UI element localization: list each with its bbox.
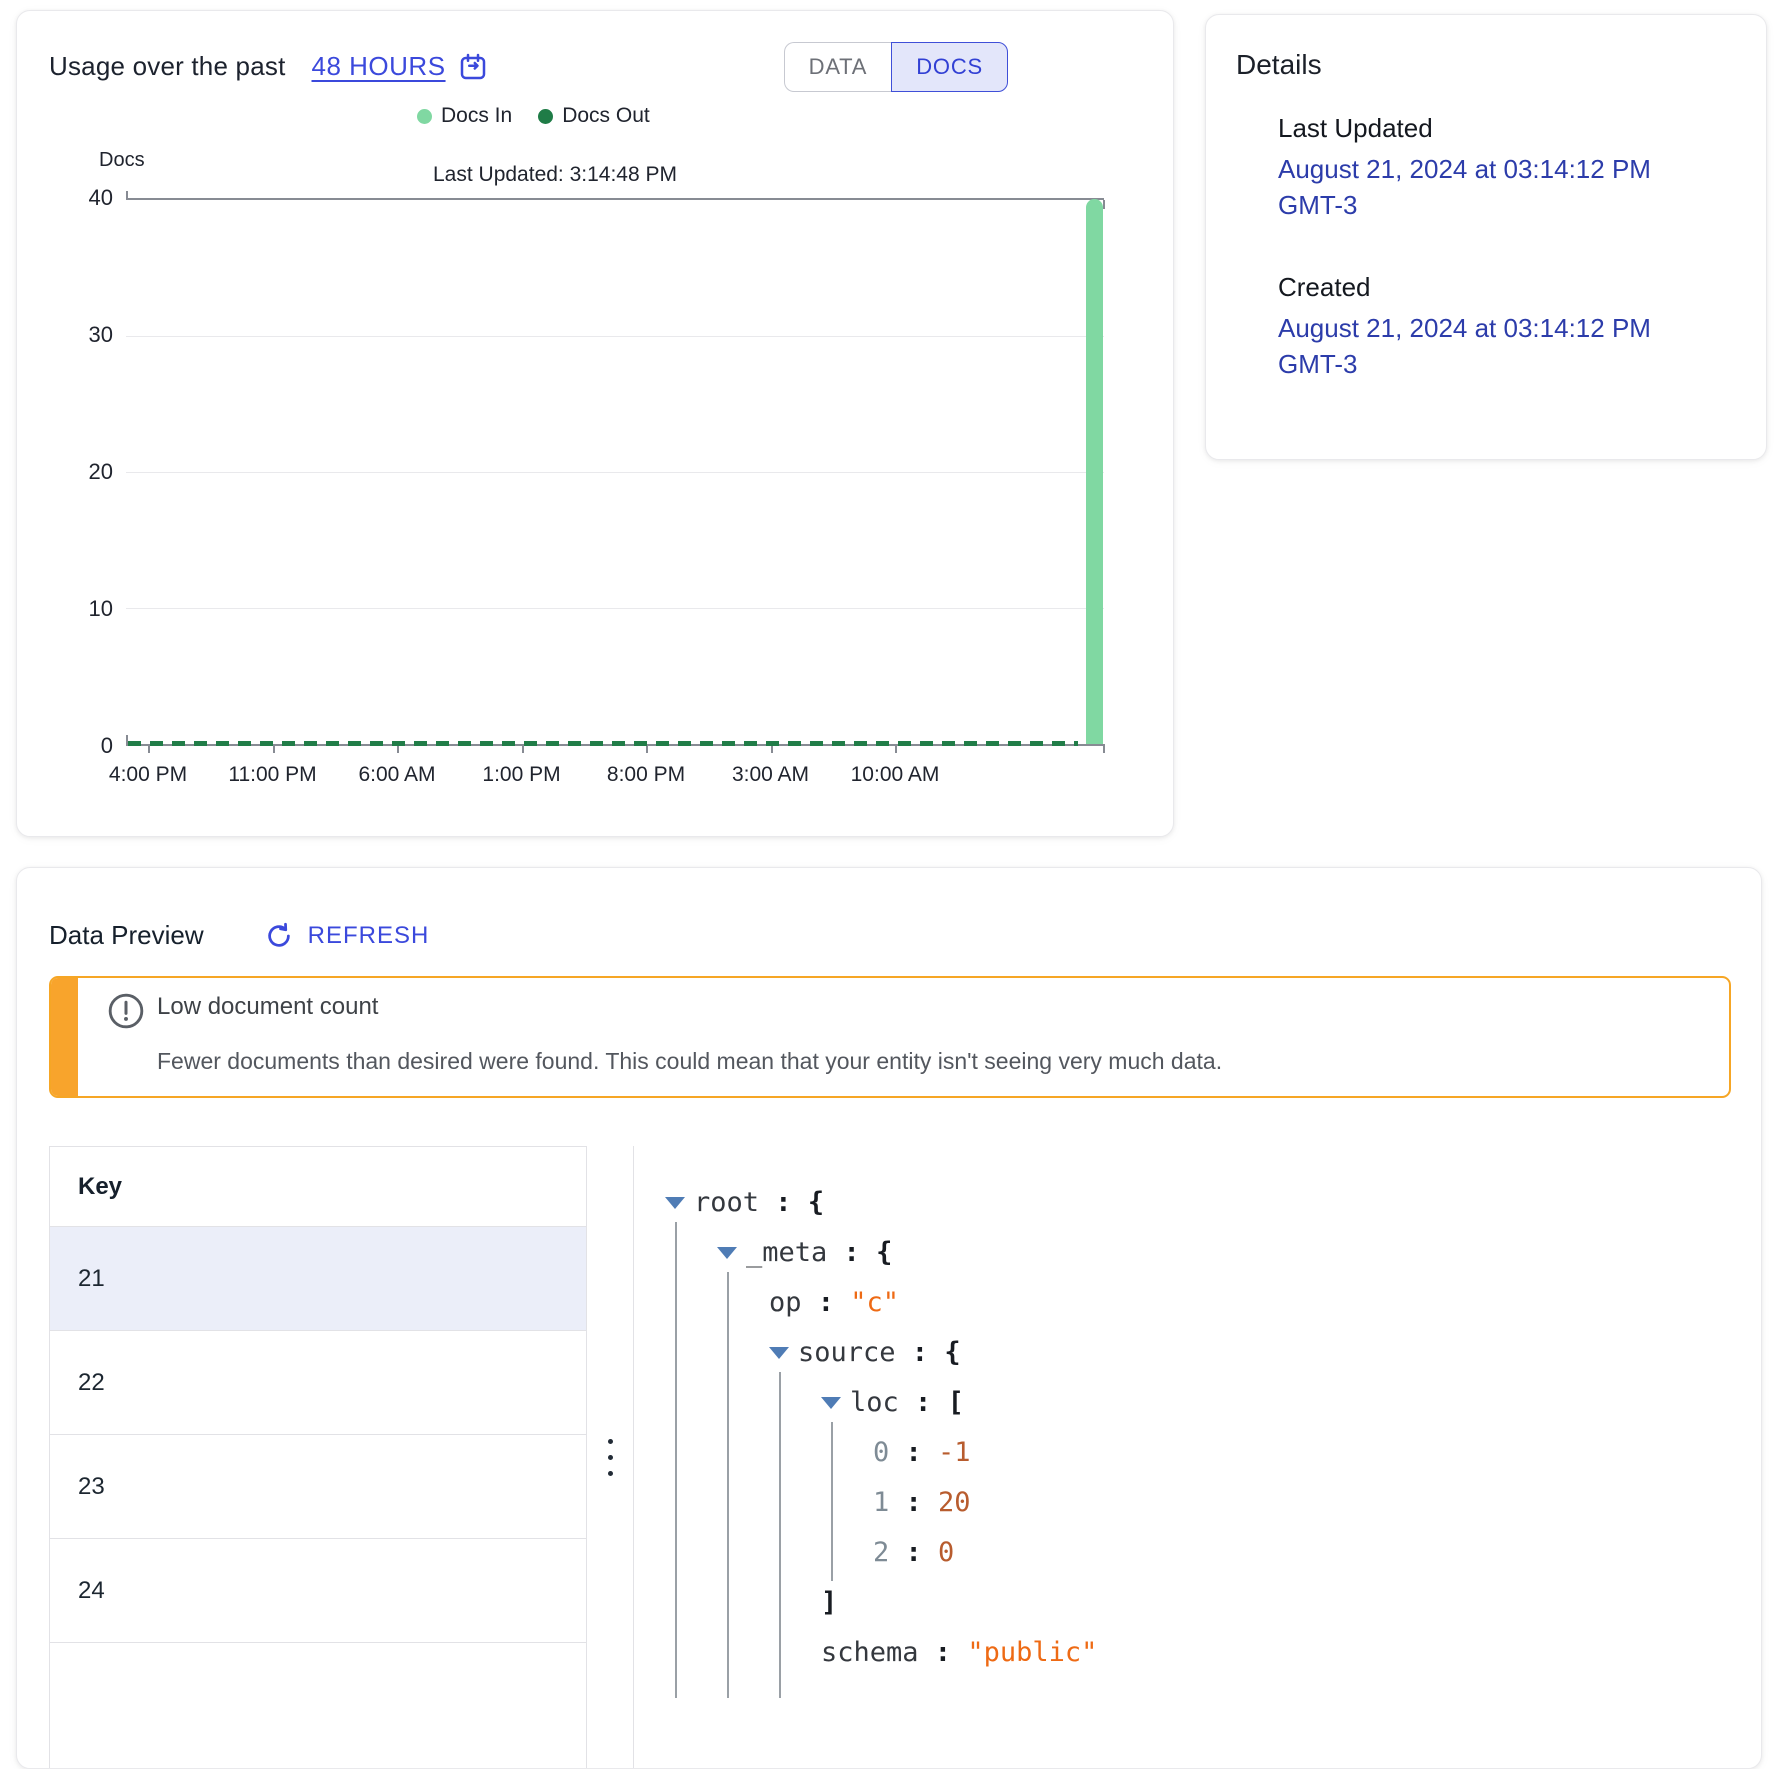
x-tick-label: 1:00 PM bbox=[482, 763, 561, 786]
json-tree-row bbox=[821, 1578, 837, 1628]
json-key: _meta bbox=[746, 1237, 828, 1268]
key-row[interactable]: 21 bbox=[50, 1227, 586, 1331]
legend-label: Docs In bbox=[441, 104, 513, 127]
data-toggle-button[interactable]: DATA bbox=[784, 42, 892, 92]
json-value: [ bbox=[947, 1387, 964, 1418]
low-document-count-warning bbox=[49, 976, 1731, 1098]
json-key: 1 bbox=[873, 1487, 890, 1518]
chart-legend bbox=[417, 104, 650, 128]
preview-title: Data Preview bbox=[49, 920, 204, 950]
warning-accent-bar bbox=[51, 978, 78, 1096]
warning-title: Low document count bbox=[157, 993, 379, 1020]
gridline-10 bbox=[126, 608, 1104, 609]
json-value: 20 bbox=[938, 1487, 971, 1518]
json-key: schema bbox=[821, 1637, 919, 1668]
json-separator: : bbox=[889, 1437, 939, 1468]
json-value: "public" bbox=[967, 1637, 1098, 1668]
json-value: 0 bbox=[938, 1537, 955, 1568]
json-key: 0 bbox=[873, 1437, 890, 1468]
collapse-arrow-icon[interactable] bbox=[665, 1197, 685, 1209]
x-axis-labels bbox=[108, 763, 1104, 793]
json-separator: : bbox=[827, 1237, 877, 1268]
json-tree-row bbox=[665, 1178, 824, 1228]
warning-exclamation-icon bbox=[107, 992, 145, 1030]
json-key: loc bbox=[850, 1387, 899, 1418]
json-tree-row bbox=[717, 1228, 892, 1278]
calendar-icon bbox=[458, 52, 488, 82]
legend-item[interactable] bbox=[538, 104, 650, 128]
drag-dot bbox=[608, 1439, 613, 1444]
key-table-rows bbox=[50, 1227, 586, 1643]
data-docs-toggle bbox=[784, 42, 1008, 92]
x-tick-label: 10:00 AM bbox=[850, 763, 940, 786]
x-tick-label: 3:00 AM bbox=[731, 763, 810, 786]
key-row[interactable]: 22 bbox=[50, 1331, 586, 1435]
warning-body: Fewer documents than desired were found. This could mean that your entity isn't seeing very much data. bbox=[157, 1048, 1223, 1074]
json-tree-viewer bbox=[645, 1178, 1725, 1698]
refresh-icon bbox=[264, 921, 294, 951]
axis-end-tick bbox=[1103, 200, 1105, 209]
key-table-header: Key bbox=[50, 1147, 586, 1227]
json-key: op bbox=[769, 1287, 802, 1318]
json-separator: : bbox=[889, 1537, 939, 1568]
indent-guide bbox=[727, 1272, 729, 1698]
json-tree-row bbox=[873, 1478, 971, 1528]
time-range-link[interactable] bbox=[312, 51, 488, 82]
key-table bbox=[49, 1146, 587, 1768]
drag-dot bbox=[608, 1471, 613, 1476]
y-tick-label: 0 bbox=[100, 733, 113, 758]
json-separator: : bbox=[759, 1187, 808, 1218]
json-value: "c" bbox=[850, 1287, 900, 1318]
docs-in-bar bbox=[1086, 199, 1103, 744]
x-tick bbox=[522, 746, 524, 753]
y-axis-labels bbox=[47, 185, 113, 758]
indent-guide bbox=[675, 1222, 677, 1698]
json-key: root bbox=[694, 1187, 760, 1218]
gridline-20 bbox=[126, 472, 1104, 473]
json-value: { bbox=[944, 1337, 961, 1368]
legend-dot bbox=[538, 109, 553, 124]
data-preview-card bbox=[16, 867, 1762, 1769]
y-axis-name: Docs bbox=[99, 149, 145, 171]
details-field-label: Created bbox=[1278, 271, 1371, 302]
preview-header bbox=[49, 920, 429, 951]
json-value: ] bbox=[821, 1587, 838, 1618]
axis-end-tick bbox=[126, 191, 128, 200]
usage-chart-plot-area bbox=[126, 198, 1104, 746]
x-tick bbox=[771, 746, 773, 753]
details-title: Details bbox=[1236, 49, 1322, 80]
collapse-arrow-icon[interactable] bbox=[717, 1247, 737, 1259]
collapse-arrow-icon[interactable] bbox=[769, 1347, 789, 1359]
refresh-button[interactable] bbox=[264, 921, 430, 951]
x-tick bbox=[273, 746, 275, 753]
json-tree-row bbox=[821, 1378, 964, 1428]
json-value: -1 bbox=[938, 1437, 971, 1468]
details-fields bbox=[1278, 113, 1658, 383]
usage-header bbox=[49, 51, 488, 82]
gridline-30 bbox=[126, 336, 1104, 337]
json-key: 2 bbox=[873, 1537, 890, 1568]
x-tick bbox=[895, 746, 897, 753]
details-field-label: Last Updated bbox=[1278, 113, 1433, 143]
x-tick-label: 6:00 AM bbox=[358, 763, 436, 786]
x-tick bbox=[148, 746, 150, 753]
y-tick-label: 30 bbox=[88, 322, 113, 347]
usage-card bbox=[16, 10, 1174, 837]
drag-dot bbox=[608, 1455, 613, 1460]
json-key: source bbox=[798, 1337, 896, 1368]
usage-title: Usage over the past bbox=[49, 51, 286, 81]
chart-last-updated-title: Last Updated: 3:14:48 PM bbox=[433, 163, 677, 186]
x-axis-ticks bbox=[126, 746, 1104, 754]
indent-guide bbox=[831, 1422, 833, 1581]
y-tick-label: 20 bbox=[88, 459, 113, 484]
details-field bbox=[1278, 272, 1658, 383]
docs-toggle-button[interactable]: DOCS bbox=[891, 42, 1008, 92]
y-tick-label: 40 bbox=[88, 185, 113, 210]
json-separator: : bbox=[898, 1387, 948, 1418]
refresh-label: REFRESH bbox=[307, 921, 430, 949]
json-tree-row bbox=[769, 1278, 899, 1328]
y-tick-label: 10 bbox=[88, 596, 113, 621]
details-field bbox=[1278, 113, 1658, 224]
legend-dot bbox=[417, 109, 432, 124]
details-field-value: August 21, 2024 at 03:14:12 PM GMT-3 bbox=[1278, 154, 1651, 220]
time-range-label: 48 HOURS bbox=[311, 51, 446, 81]
json-tree-row bbox=[821, 1628, 1097, 1678]
json-tree-row bbox=[873, 1528, 954, 1578]
x-tick bbox=[646, 746, 648, 753]
collapse-arrow-icon[interactable] bbox=[821, 1397, 841, 1409]
json-separator: : bbox=[889, 1487, 939, 1518]
x-tick-label: 4:00 PM bbox=[108, 763, 188, 786]
panel-resize-handle[interactable] bbox=[587, 1146, 634, 1768]
legend-item[interactable] bbox=[417, 104, 512, 128]
indent-guide bbox=[779, 1372, 781, 1698]
details-card bbox=[1205, 14, 1767, 460]
json-separator: : bbox=[801, 1287, 851, 1318]
key-row[interactable]: 24 bbox=[50, 1539, 586, 1643]
key-row[interactable]: 23 bbox=[50, 1435, 586, 1539]
json-value: { bbox=[876, 1237, 893, 1268]
legend-label: Docs Out bbox=[562, 104, 650, 127]
json-separator: : bbox=[918, 1637, 968, 1668]
x-tick-label: 11:00 PM bbox=[228, 763, 317, 786]
json-tree-row bbox=[873, 1428, 971, 1478]
json-tree-row bbox=[769, 1328, 961, 1378]
x-tick bbox=[397, 746, 399, 753]
details-field-value: August 21, 2024 at 03:14:12 PM GMT-3 bbox=[1278, 312, 1651, 379]
x-tick-label: 8:00 PM bbox=[606, 763, 686, 786]
json-value: { bbox=[807, 1187, 825, 1218]
json-separator: : bbox=[895, 1337, 945, 1368]
